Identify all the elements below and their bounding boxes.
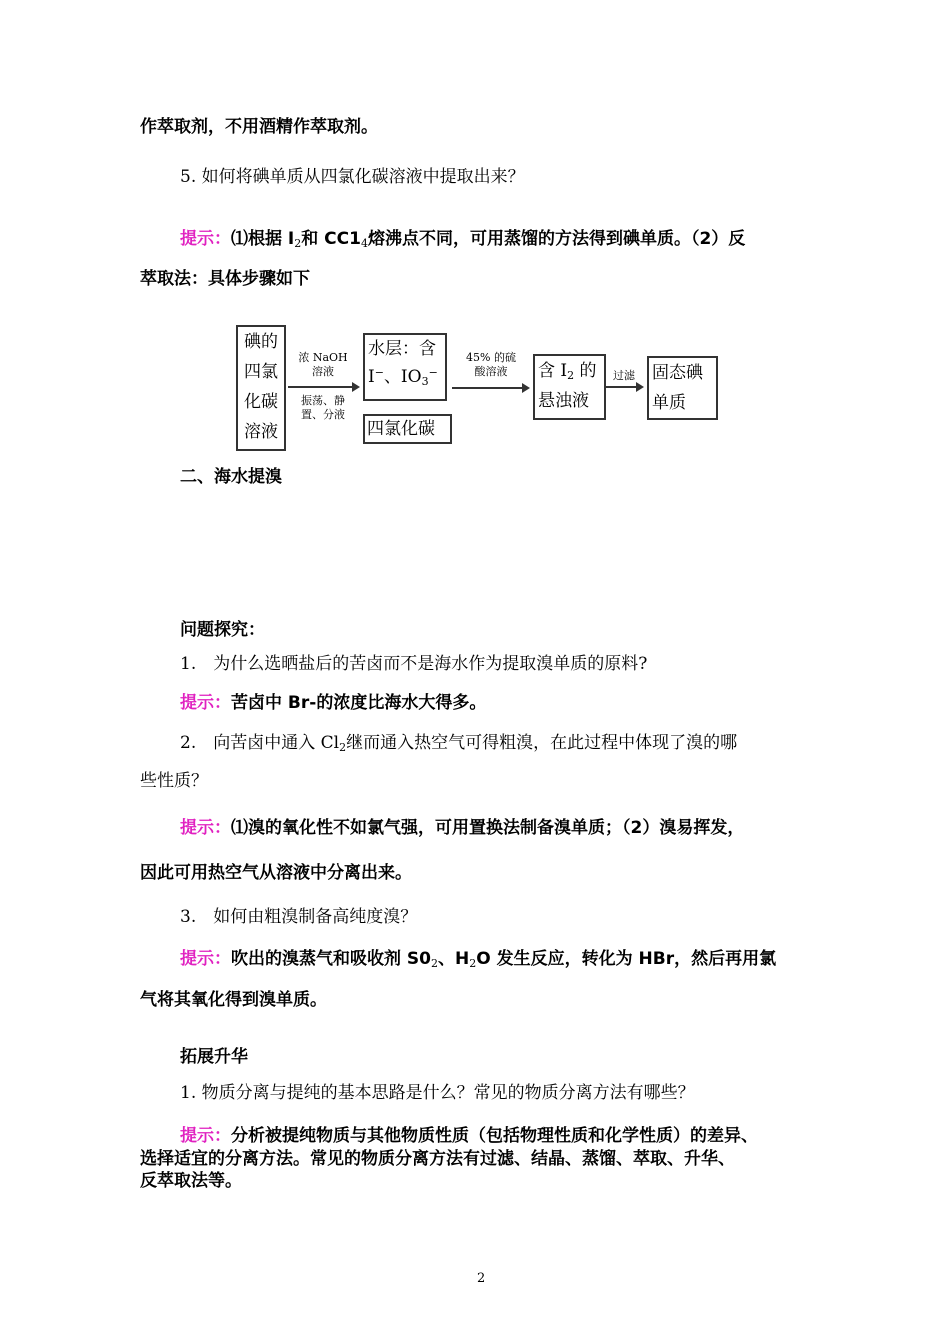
flow-arrow-3 [606, 386, 642, 388]
extend-question-1: 1. 物质分离与提纯的基本思路是什么？常见的物质分离方法有哪些？ [180, 1083, 695, 1103]
flow-arrow-1 [288, 386, 358, 388]
flow-box-ccl4: 四氯化碳 [363, 414, 452, 444]
extend-hint-1-line2: 选择适宜的分离方法。常见的物质分离方法有过滤、结晶、蒸馏、萃取、升华、 [140, 1149, 735, 1169]
arrow3-label: 过滤 [613, 369, 635, 382]
hint-1: 提示：苦卤中 Br-的浓度比海水大得多。 [180, 693, 487, 713]
arrow1-label-bottom: 振荡、静 置、分液 [301, 394, 345, 421]
page-number: 2 [477, 1271, 486, 1286]
text-line: 作萃取剂，不用酒精作萃取剂。 [140, 117, 378, 137]
section-heading: 二、海水提溴 [180, 467, 282, 487]
hint-5: 提示：⑴根据 $I_2$和 $CC1_4$熔沸点不同，可用蒸馏的方法得到碘单质。（2）反 [180, 229, 746, 250]
hint-3: 提示：吹出的溴蒸气和吸收剂 $S0_2$、$H_2O$ 发生反应，转化为 HBr，然后再用氯 [180, 949, 777, 970]
flow-box-aqueous-layer: 水层：含 I−、$IO_3^-$ [363, 333, 447, 401]
extend-heading: 拓展升华 [180, 1047, 248, 1067]
inquiry-heading: 问题探究： [180, 620, 265, 640]
question-2: 2. 向苦卤中通入 $Cl_2$继而通入热空气可得粗溴，在此过程中体现了溴的哪 [180, 733, 738, 754]
hint-2-continued: 因此可用热空气从溶液中分离出来。 [140, 863, 412, 883]
question-5: 5. 如何将碘单质从四氯化碳溶液中提取出来？ [180, 167, 525, 187]
flow-box-ccl4-solution: 碘的 四氯 化碳 溶液 [236, 325, 286, 451]
flow-box-solid-iodine: 固态碘 单质 [647, 356, 718, 420]
question-2-continued: 些性质？ [140, 771, 208, 791]
arrow1-label-top: 浓 NaOH 溶液 [298, 351, 348, 378]
question-3: 3. 如何由粗溴制备高纯度溴？ [180, 907, 418, 927]
hint-label: 提示： [180, 229, 231, 249]
flow-box-suspension: 含 $I_2$ 的 悬浊液 [533, 354, 606, 420]
hint-2: 提示：⑴溴的氧化性不如氯气强，可用置换法制备溴单质；（2）溴易挥发， [180, 818, 745, 838]
flow-arrow-2 [452, 387, 528, 389]
arrow2-label-top: 45% 的硫 酸溶液 [466, 351, 516, 378]
extend-hint-1-line3: 反萃取法等。 [140, 1171, 242, 1191]
hint-5-continued: 萃取法：具体步骤如下 [140, 269, 310, 289]
hint-3-continued: 气将其氧化得到溴单质。 [140, 990, 327, 1010]
extend-hint-1: 提示：分析被提纯物质与其他物质性质（包括物理性质和化学性质）的差异、 [180, 1126, 758, 1146]
question-1: 1. 为什么选晒盐后的苦卤而不是海水作为提取溴单质的原料? [180, 654, 648, 674]
